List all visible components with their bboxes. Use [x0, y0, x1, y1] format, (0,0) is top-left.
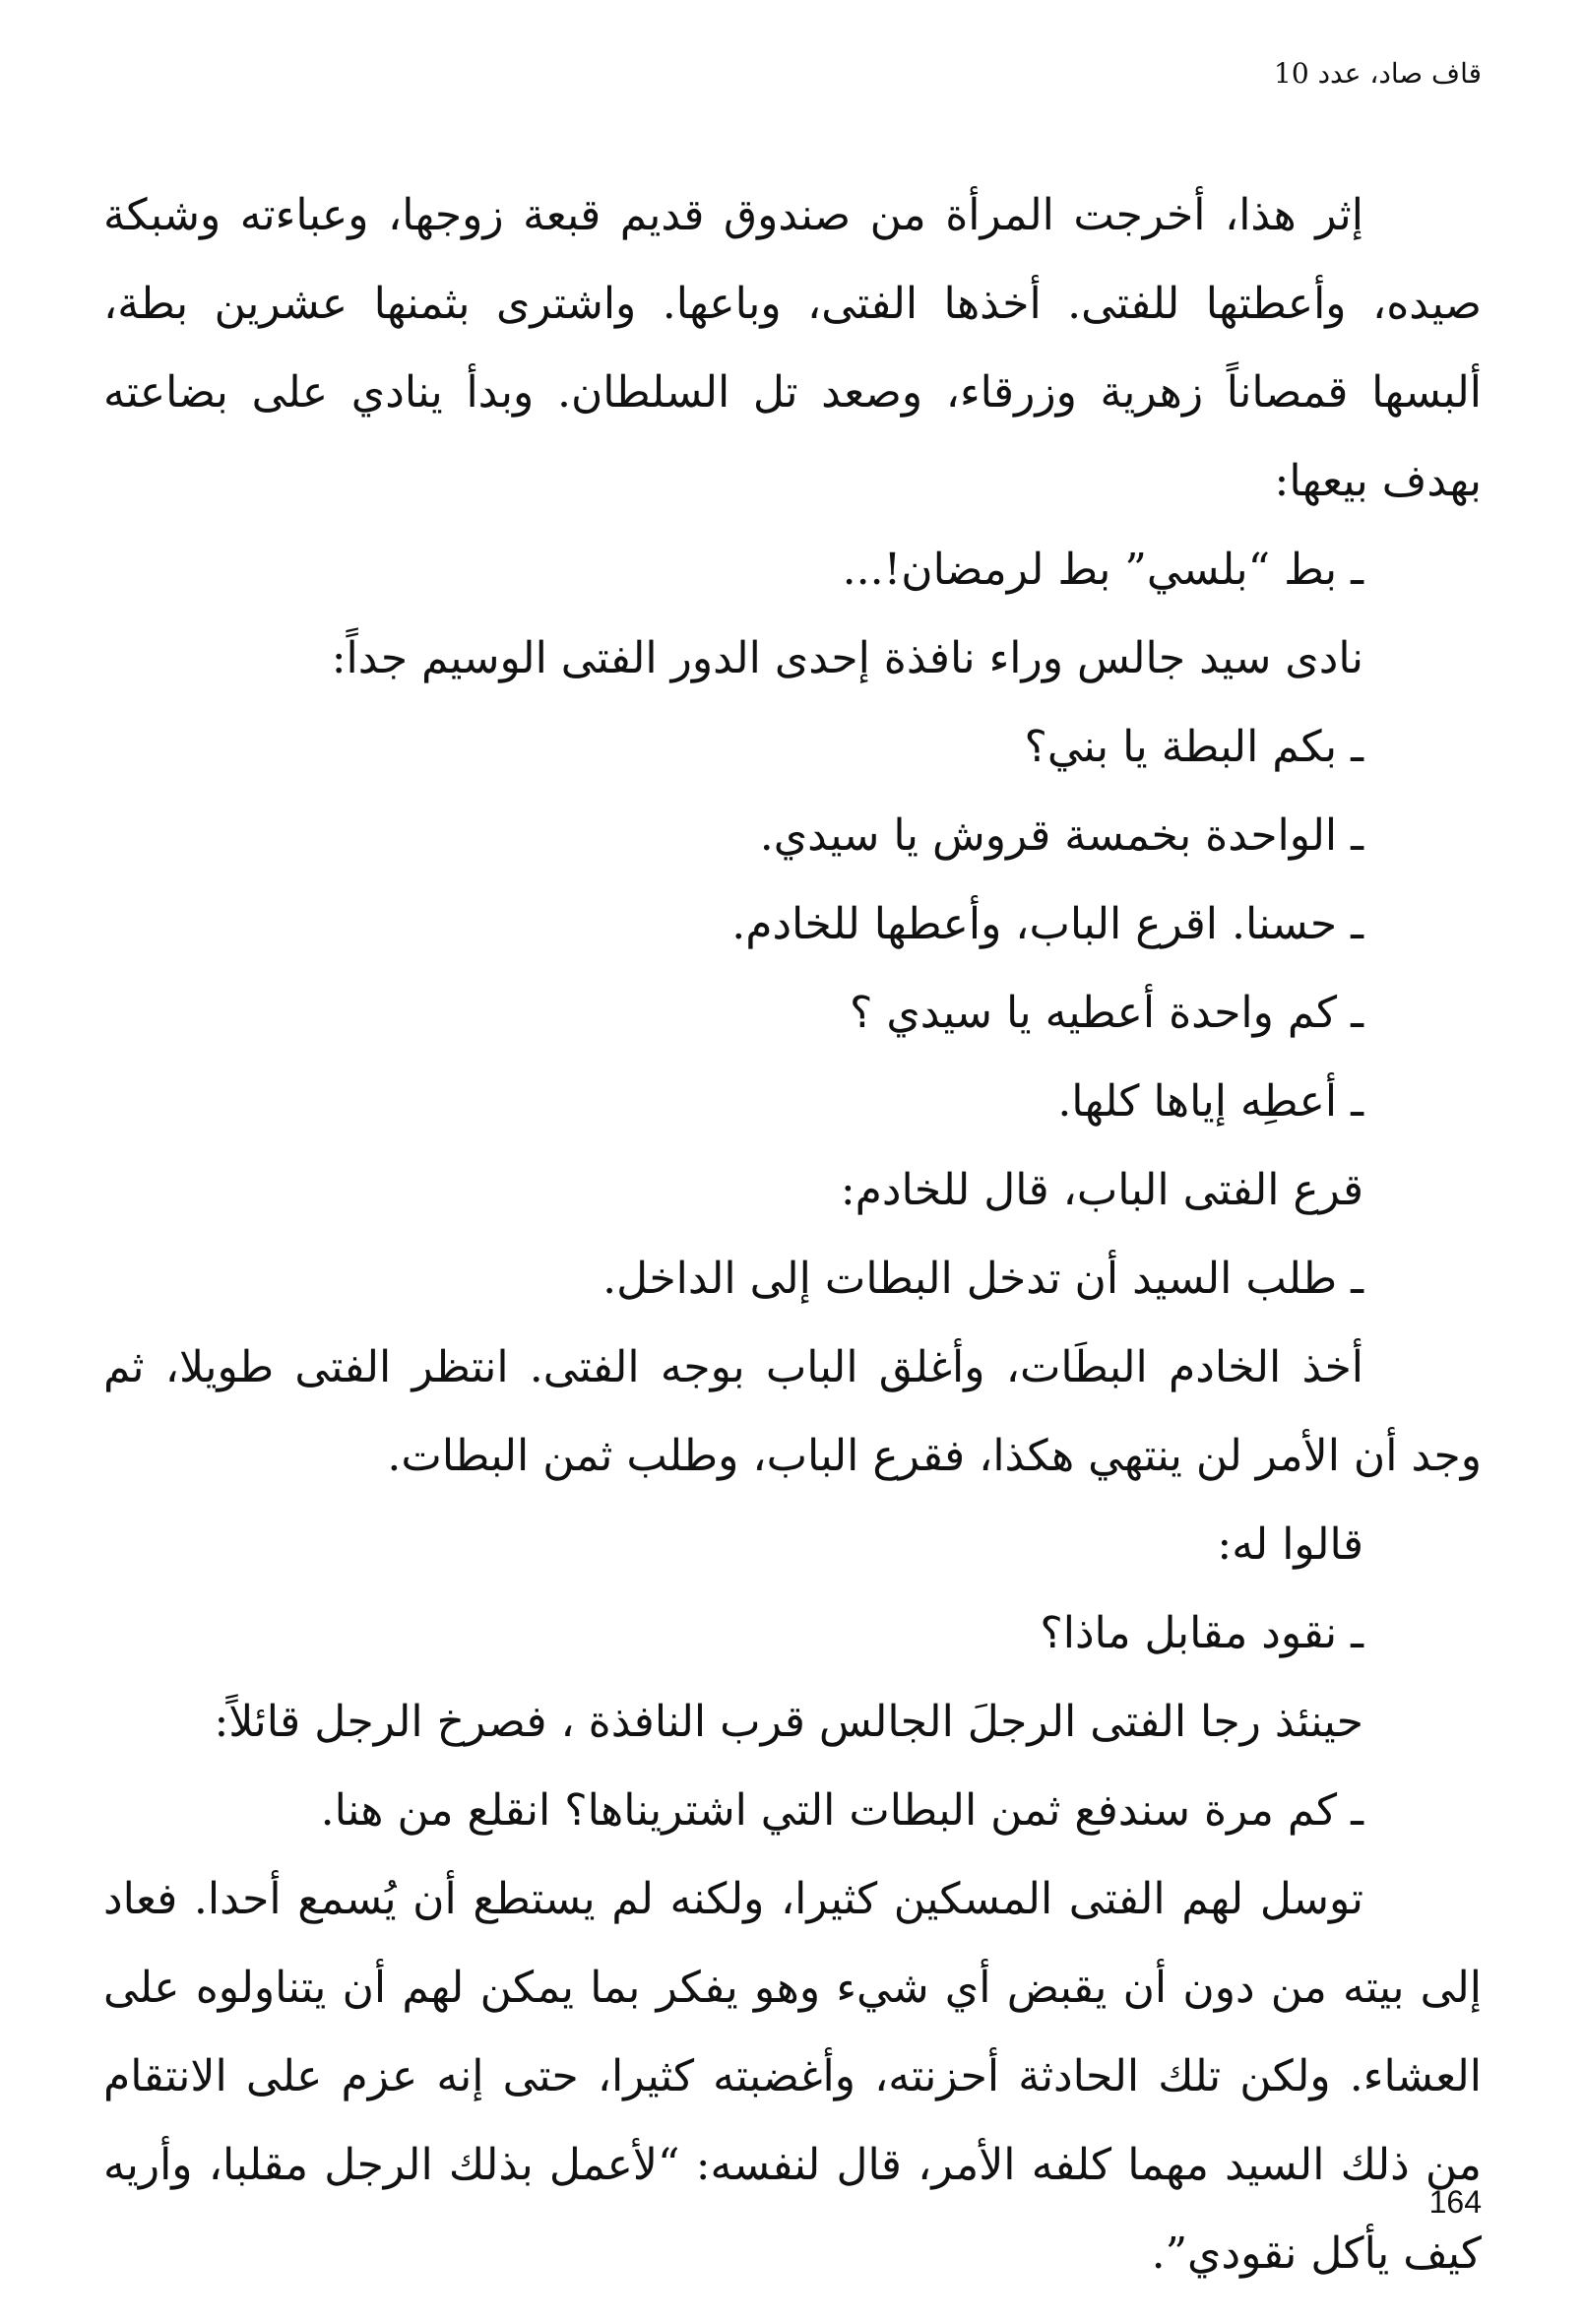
dialogue-line: ـ حسنا. اقرع الباب، وأعطها للخادم.	[731, 899, 1363, 949]
dialogue-line: ـ بط “بلسي” بط لرمضان!...	[842, 545, 1363, 595]
running-header: قاف صاد، عدد 10	[1274, 57, 1482, 90]
dialogue-line: ـ كم واحدة أعطيه يا سيدي ؟	[850, 988, 1363, 1038]
story-text	[103, 171, 1482, 2298]
paragraph: حينئذ رجا الفتى الرجلَ الجالس قرب النافذة ، فصرخ الرجل قائلاً:	[214, 1697, 1363, 1747]
paragraph: إثر هذا، أخرجت المرأة من صندوق قديم قبعة زوجها، وعباءته وشبكة صيده، وأعطتها للفتى. أخذها الفتى، وباعها. واشترى بثمنها عشرين بطة، ألبسها قمصاناً زهرية وزرقاء، وصعد تل السلطان. وبدأ ينادي على بضاعته بهدف بيعها:	[103, 190, 1482, 506]
paragraph: توسل لهم الفتى المسكين كثيرا، ولكنه لم يستطع أن يُسمع أحدا. فعاد إلى بيته من دون أن يقبض أي شيء وهو يفكر بما يمكن لهم أن يتناولوه على العشاء. ولكن تلك الحادثة أحزنته، وأغضبته كثيرا، حتى إنه عزم على الانتقام من ذلك السيد مهما كلفه الأمر، قال لنفسه: “لأعمل بذلك الرجل مقلبا، وأريه كيف يأكل نقودي”.	[103, 1874, 1482, 2279]
paragraph: قرع الفتى الباب، قال للخادم:	[840, 1165, 1363, 1215]
dialogue-line: ـ نقود مقابل ماذا؟	[1040, 1608, 1363, 1658]
paragraph: قالوا له:	[1217, 1519, 1363, 1570]
dialogue-line: ـ كم مرة سندفع ثمن البطات التي اشتريناها؟ انقلع من هنا.	[320, 1785, 1363, 1836]
page-number: 164	[1428, 2184, 1482, 2220]
dialogue-line: ـ طلب السيد أن تدخل البطات إلى الداخل.	[602, 1254, 1363, 1304]
dialogue-line: ـ الواحدة بخمسة قروش يا سيدي.	[759, 810, 1363, 861]
dialogue-line: ـ بكم البطة يا بني؟	[1024, 722, 1363, 772]
dialogue-line: ـ أعطِه إياها كلها.	[1057, 1076, 1363, 1127]
paragraph: أخذ الخادم البطَات، وأغلق الباب بوجه الفتى. انتظر الفتى طويلا، ثم وجد أن الأمر لن ينتهي هكذا، فقرع الباب، وطلب ثمن البطات.	[103, 1342, 1482, 1481]
paragraph: نادى سيد جالس وراء نافذة إحدى الدور الفتى الوسيم جداً:	[331, 633, 1363, 683]
